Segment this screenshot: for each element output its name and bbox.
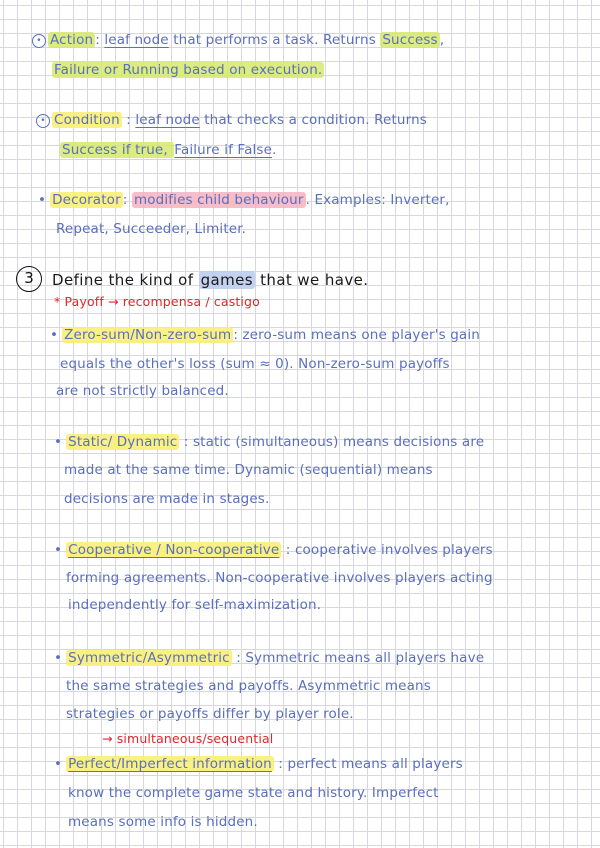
dot-bullet-icon: • [54, 434, 63, 450]
symmetric-line-2: the same strategies and payoffs. Asymmetric means [66, 678, 431, 694]
symmetric-line-3: strategies or payoffs differ by player role. [66, 706, 354, 722]
dot-bullet-icon: • [54, 650, 63, 666]
heading-games: games [200, 271, 253, 289]
static-line-3: decisions are made in stages. [64, 491, 270, 507]
symmetric-line-1: • Symmetric/Asymmetric : Symmetric means all players have [54, 650, 485, 666]
dot-bullet-icon: • [50, 327, 59, 343]
perfect-line-2: know the complete game state and history. Imperfect [68, 785, 439, 801]
zero-sum-line-3: are not strictly balanced. [56, 383, 229, 399]
cooperative-line-2: forming agreements. Non-cooperative involves players acting [66, 570, 493, 586]
symmetric-term: Symmetric/Asymmetric [68, 650, 230, 666]
action-phrase: leaf node [104, 32, 169, 48]
zero-sum-line-2: equals the other's loss (sum ≈ 0). Non-zero-sum payoffs [60, 356, 450, 372]
zero-sum-term: Zero-sum/Non-zero-sum [64, 327, 232, 343]
condition-line-1: • Condition : leaf node that checks a condition. Returns [36, 112, 427, 128]
section-heading: Define the kind of games that we have. [52, 271, 369, 289]
decorator-line-1: • Decorator : modifies child behaviour . Examples: Inverter, [38, 192, 450, 208]
decorator-line-2: Repeat, Succeeder, Limiter. [56, 221, 247, 237]
cooperative-line-3: independently for self-maximization. [68, 597, 322, 613]
static-line-2: made at the same time. Dynamic (sequential) means [64, 462, 433, 478]
condition-term: Condition [54, 112, 120, 128]
zero-sum-line-1: • Zero-sum/Non-zero-sum : zero-sum means one player's gain [50, 327, 480, 343]
circled-dot-icon: • [32, 34, 46, 48]
cooperative-line-1: • Cooperative / Non-cooperative : cooperative involves players [54, 542, 493, 558]
decorator-phrase: modifies child behaviour [133, 192, 304, 208]
perfect-annotation: → simultaneous/sequential [102, 731, 274, 746]
section-number-badge: 3 [16, 266, 42, 292]
decorator-term: Decorator [52, 192, 121, 208]
perfect-line-1: • Perfect/Imperfect information : perfect means all players [54, 756, 463, 772]
action-line-1: • Action : leaf node that performs a task. Returns Success , [32, 32, 444, 48]
dot-bullet-icon: • [38, 192, 47, 208]
dot-bullet-icon: • [54, 542, 63, 558]
perfect-line-3: means some info is hidden. [68, 814, 258, 830]
static-term: Static/ Dynamic [68, 434, 178, 450]
static-line-1: • Static/ Dynamic : static (simultaneous) means decisions are [54, 434, 485, 450]
condition-line-2: Success if true, Failure if False. [62, 142, 277, 158]
perfect-term: Perfect/Imperfect information [68, 756, 272, 772]
action-term: Action [50, 32, 94, 48]
dot-bullet-icon: • [54, 756, 63, 772]
circled-dot-icon: • [36, 114, 50, 128]
payoff-note: * Payoff → recompensa / castigo [54, 294, 260, 309]
action-line-2: Failure or Running based on execution. [54, 62, 323, 78]
cooperative-term: Cooperative / Non-cooperative [68, 542, 280, 558]
condition-phrase: leaf node [135, 112, 200, 128]
action-success: Success [382, 32, 438, 48]
